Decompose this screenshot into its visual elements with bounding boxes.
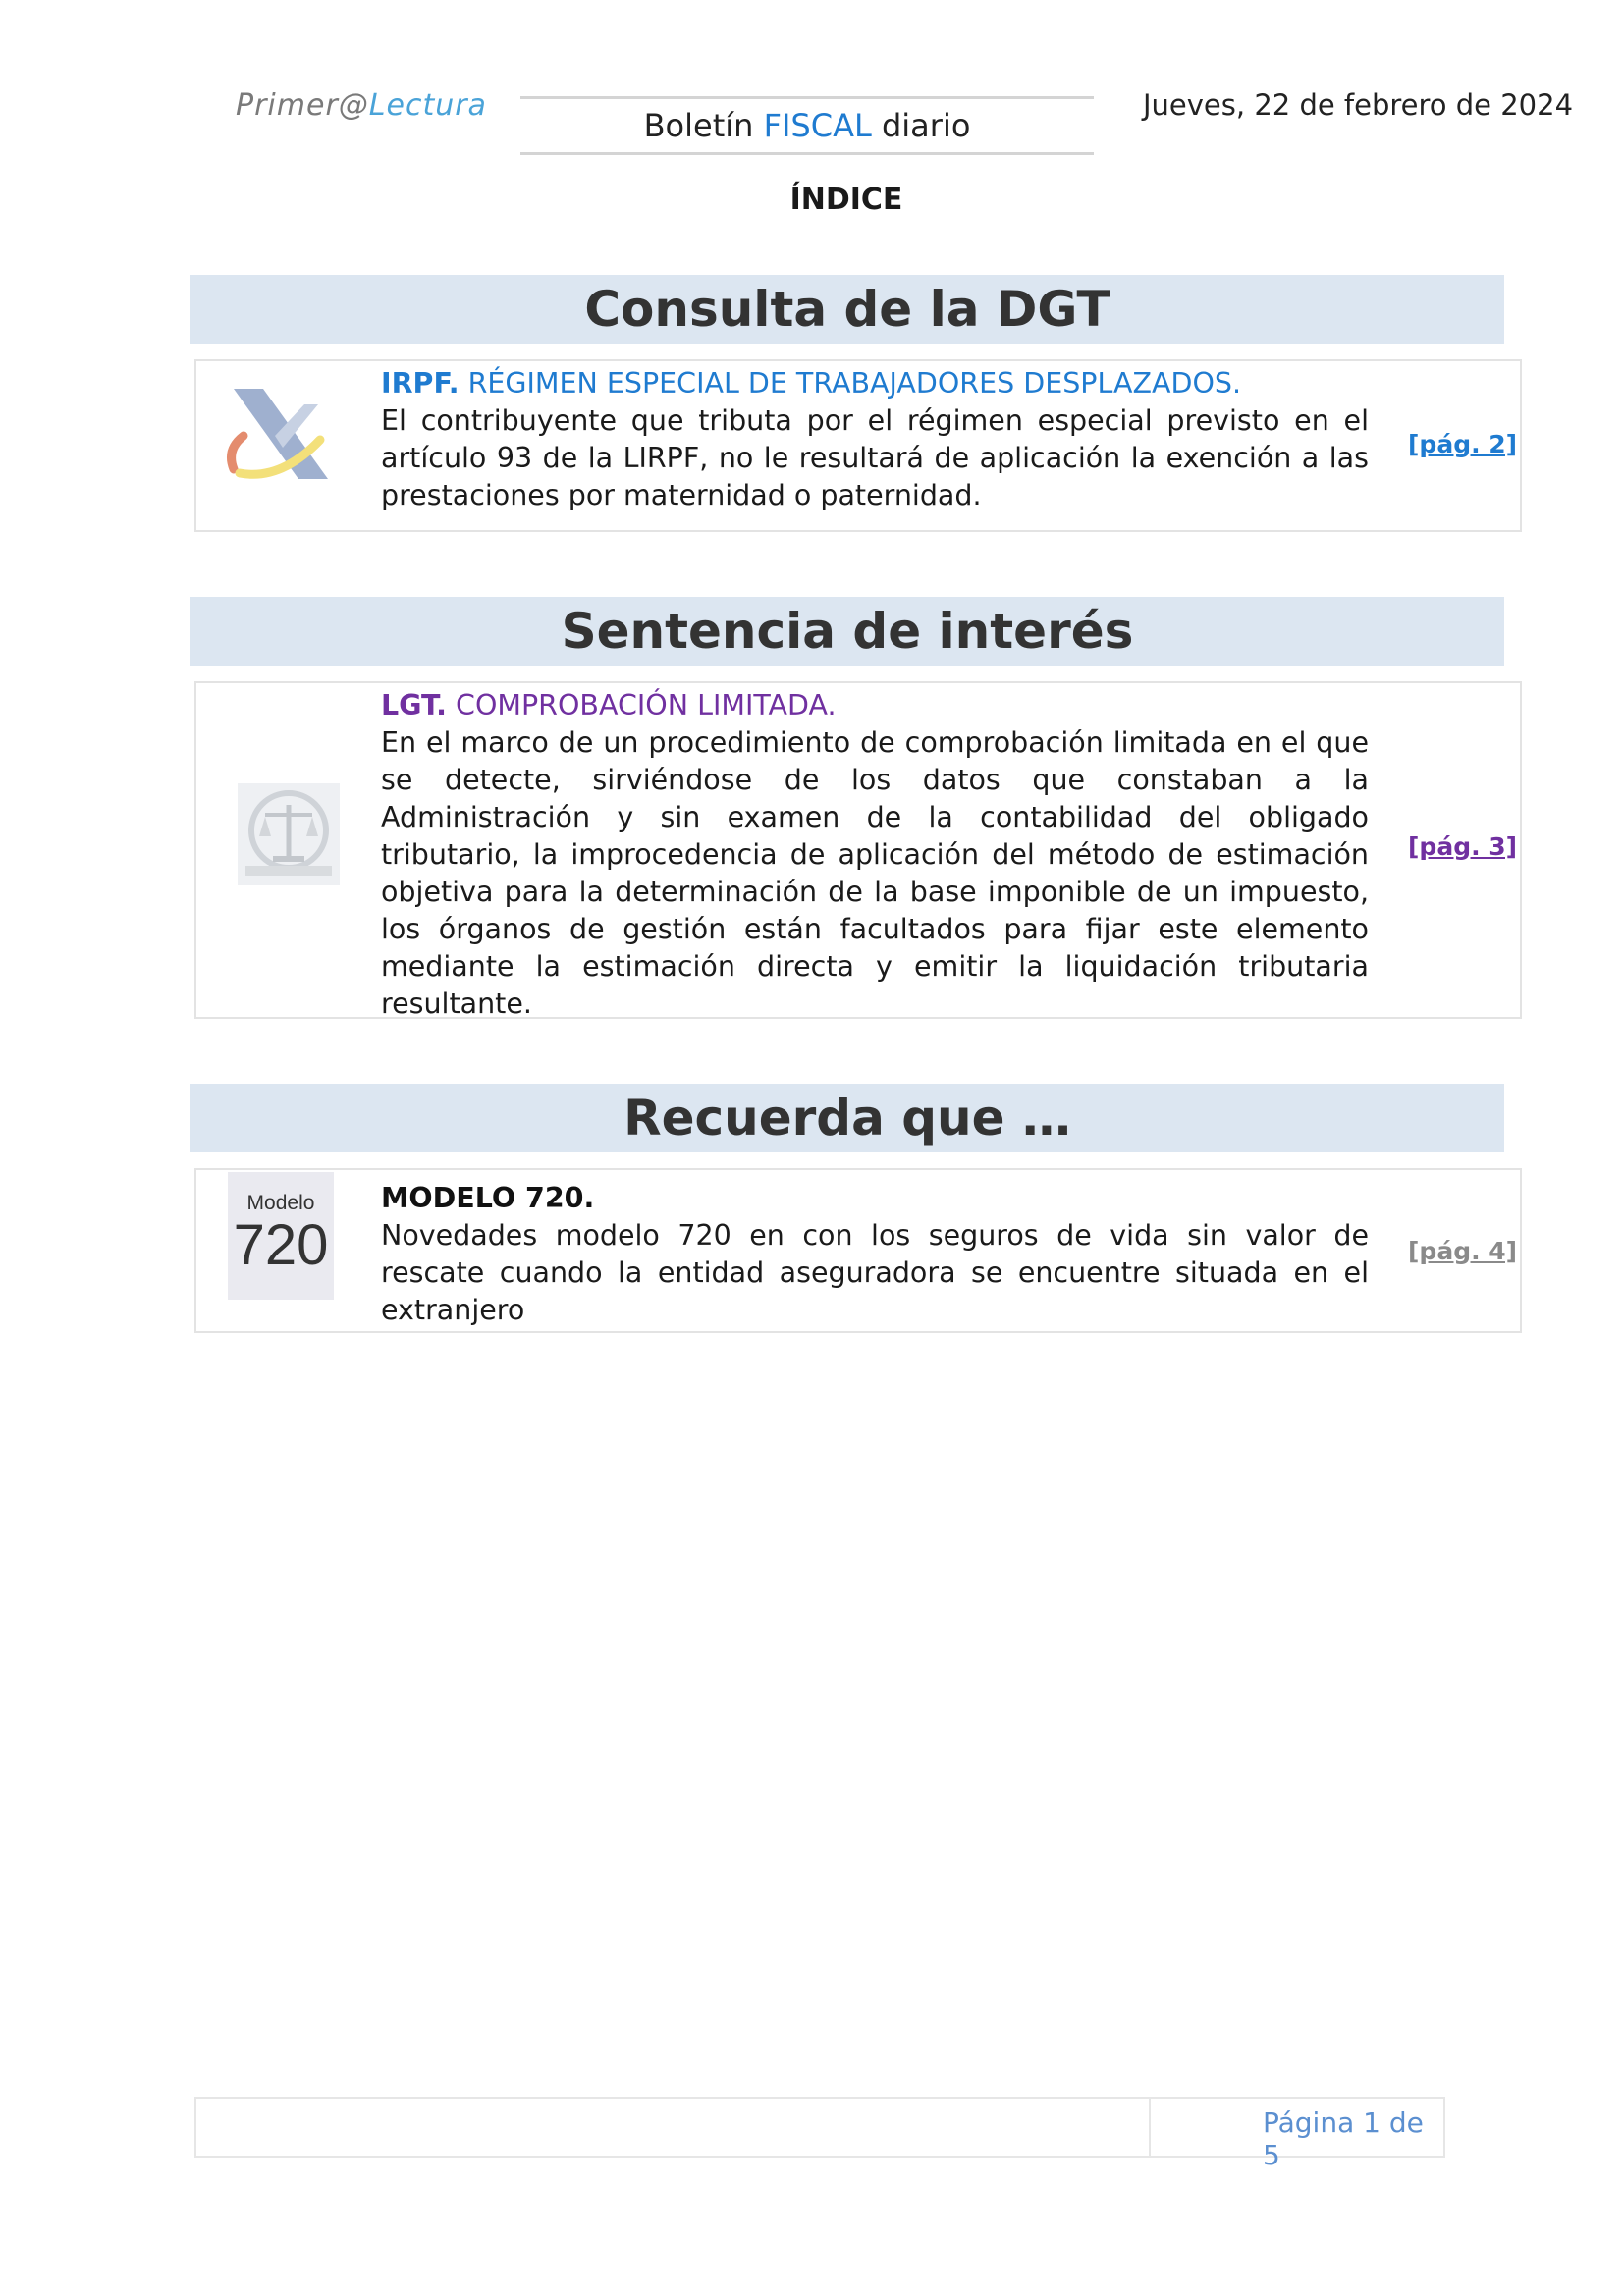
brand-logo [236, 88, 487, 123]
modelo-720-icon [228, 1172, 334, 1300]
item-body: En el marco de un procedimiento de comprobación limitada en el que se detecte, sirviéndose de los datos que constaban a la Administración y sin examen de la contabilidad del obligado tributario, la improcedencia de aplicación del método de estimación objetiva para la determinación de la base imponible de un impuesto, los órganos de gestión están facultados para fijar este elemento mediante la estimación directa y emitir la liquidación tributaria resultante. [381, 726, 1369, 1020]
item-tag: LGT. [381, 689, 447, 721]
index-title: ÍNDICE [789, 183, 903, 217]
item-body: Novedades modelo 720 en con los seguros de vida sin valor de rescate cuando la entidad aseguradora se encuentre situada en el extranjero [381, 1219, 1369, 1326]
brand-part1: Primer@ [236, 88, 369, 123]
index-item-lgt [194, 681, 1522, 1019]
item-tag: IRPF. [381, 367, 460, 400]
bulletin-post: diario [871, 107, 971, 144]
brand-part2: Lectura [368, 88, 487, 123]
bulletin-fiscal: FISCAL [763, 107, 872, 144]
item-subject: COMPROBACIÓN LIMITADA. [447, 689, 837, 721]
item-title [381, 365, 1369, 402]
item-text-block [381, 365, 1369, 514]
bulletin-pre: Boletín [643, 107, 764, 144]
item-title [381, 1180, 1369, 1217]
page-link-2[interactable]: [pág. 2] [1408, 430, 1518, 458]
item-title [381, 687, 1369, 724]
header-date: Jueves, 22 de febrero de 2024 [1143, 88, 1574, 122]
icon-label-top: Modelo [246, 1192, 315, 1214]
aeat-logo-icon [224, 385, 332, 483]
footer-divider [1149, 2099, 1151, 2156]
section-title: Consulta de la DGT [584, 281, 1110, 338]
bulletin-title [520, 96, 1094, 155]
icon-label-number: 720 [233, 1213, 329, 1277]
item-body: El contribuyente que tributa por el régimen especial previsto en el artículo 93 de la LIRPF, no le resultará de aplicación la exención a las prestaciones por maternidad o paternidad. [381, 404, 1369, 511]
page-link-3[interactable]: [pág. 3] [1408, 832, 1518, 861]
item-text-block [381, 687, 1369, 1023]
index-item-modelo-720 [194, 1168, 1522, 1333]
section-heading-recuerda [190, 1084, 1504, 1152]
section-title: Sentencia de interés [561, 603, 1134, 660]
page-number: Página 1 de 5 [1263, 2107, 1424, 2171]
section-heading-sentencia [190, 597, 1504, 666]
section-heading-consulta [190, 275, 1504, 344]
item-tag: MODELO 720. [381, 1182, 595, 1214]
item-text-block [381, 1180, 1369, 1329]
page-footer [194, 2097, 1445, 2171]
index-item-irpf [194, 359, 1522, 532]
justice-scales-icon [238, 783, 340, 885]
page-link-4[interactable]: [pág. 4] [1408, 1237, 1518, 1265]
section-title: Recuerda que … [623, 1090, 1071, 1147]
item-subject: RÉGIMEN ESPECIAL DE TRABAJADORES DESPLAZADOS. [459, 367, 1242, 400]
